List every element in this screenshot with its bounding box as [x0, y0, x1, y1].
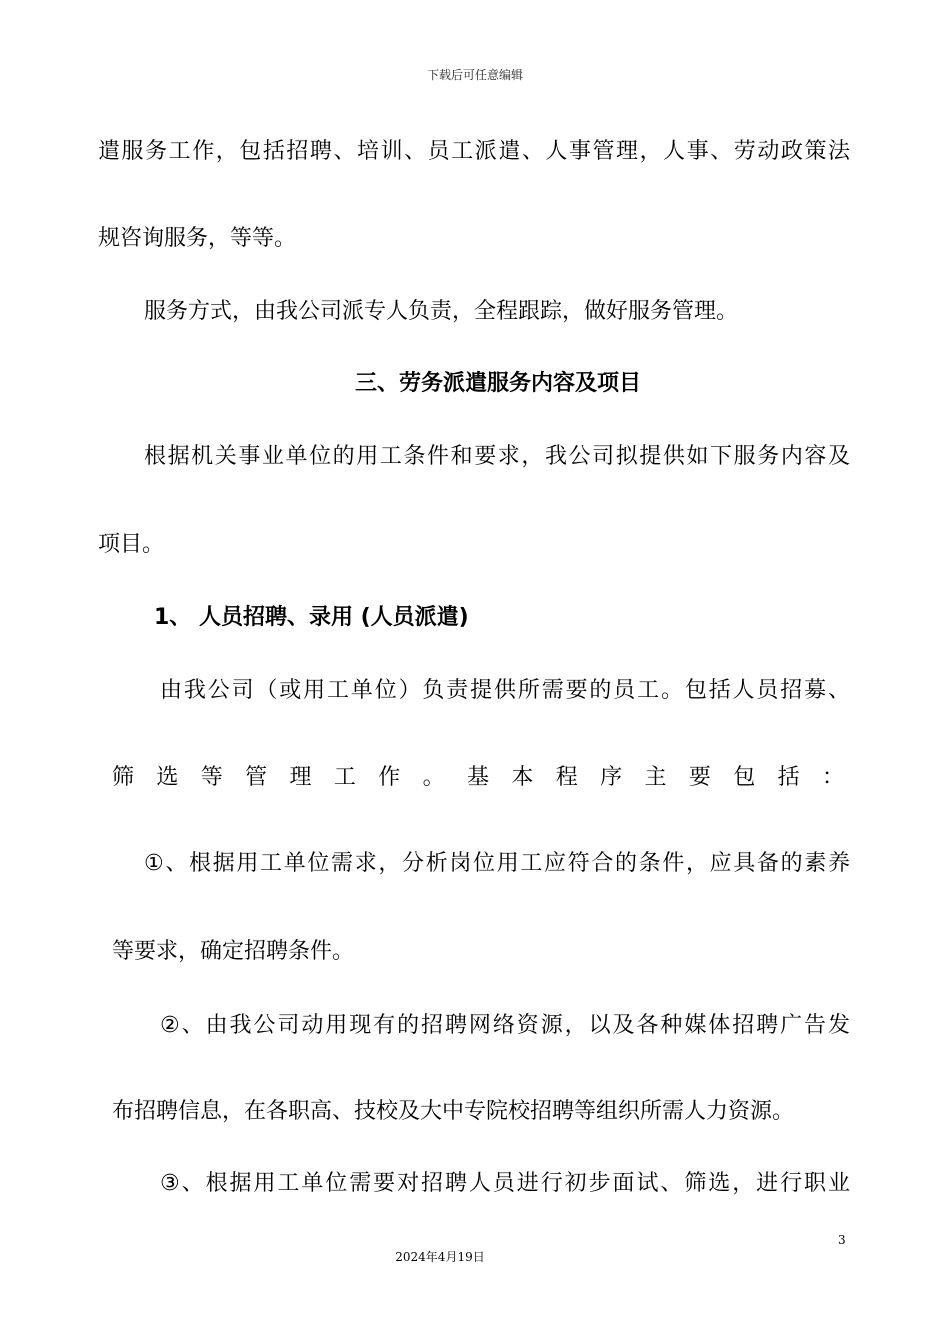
list-item: ②、由我公司动用现有的招聘网络资源，以及各种媒体招聘广告发 [160, 1013, 850, 1038]
footer-date: 2024年4月19日 [395, 1250, 485, 1264]
paragraph-line: 等要求，确定招聘条件。 [112, 939, 355, 964]
list-item: ①、根据用工单位需求，分析岗位用工应符合的条件，应具备的素养 [144, 851, 850, 876]
section-heading: 三、劳务派遣服务内容及项目 [354, 371, 641, 396]
paragraph-line: 服务方式，由我公司派专人负责，全程跟踪，做好服务管理。 [144, 299, 739, 324]
paragraph-line: 规咨询服务，等等。 [98, 226, 297, 251]
item-heading: 1、 人员招聘、录用 (人员派遣) [154, 605, 469, 630]
list-item: ③、根据用工单位需要对招聘人员进行初步面试、筛选，进行职业 [160, 1171, 850, 1196]
paragraph-line: 根据机关事业单位的用工条件和要求，我公司拟提供如下服务内容及 [144, 444, 850, 469]
paragraph-line: 项目。 [98, 532, 165, 557]
page-number: 3 [838, 1233, 846, 1247]
paragraph-line: 筛选等管理工作。基本程序主要包括： [112, 765, 844, 790]
page-header: 下载后可任意编辑 [426, 68, 523, 82]
paragraph-line: 布招聘信息，在各职高、技校及大中专院校招聘等组织所需人力资源。 [112, 1099, 795, 1124]
paragraph-line: 由我公司（或用工单位）负责提供所需要的员工。包括人员招募、 [160, 678, 850, 703]
paragraph-line: 遣服务工作，包括招聘、培训、员工派遣、人事管理，人事、劳动政策法 [98, 139, 850, 164]
